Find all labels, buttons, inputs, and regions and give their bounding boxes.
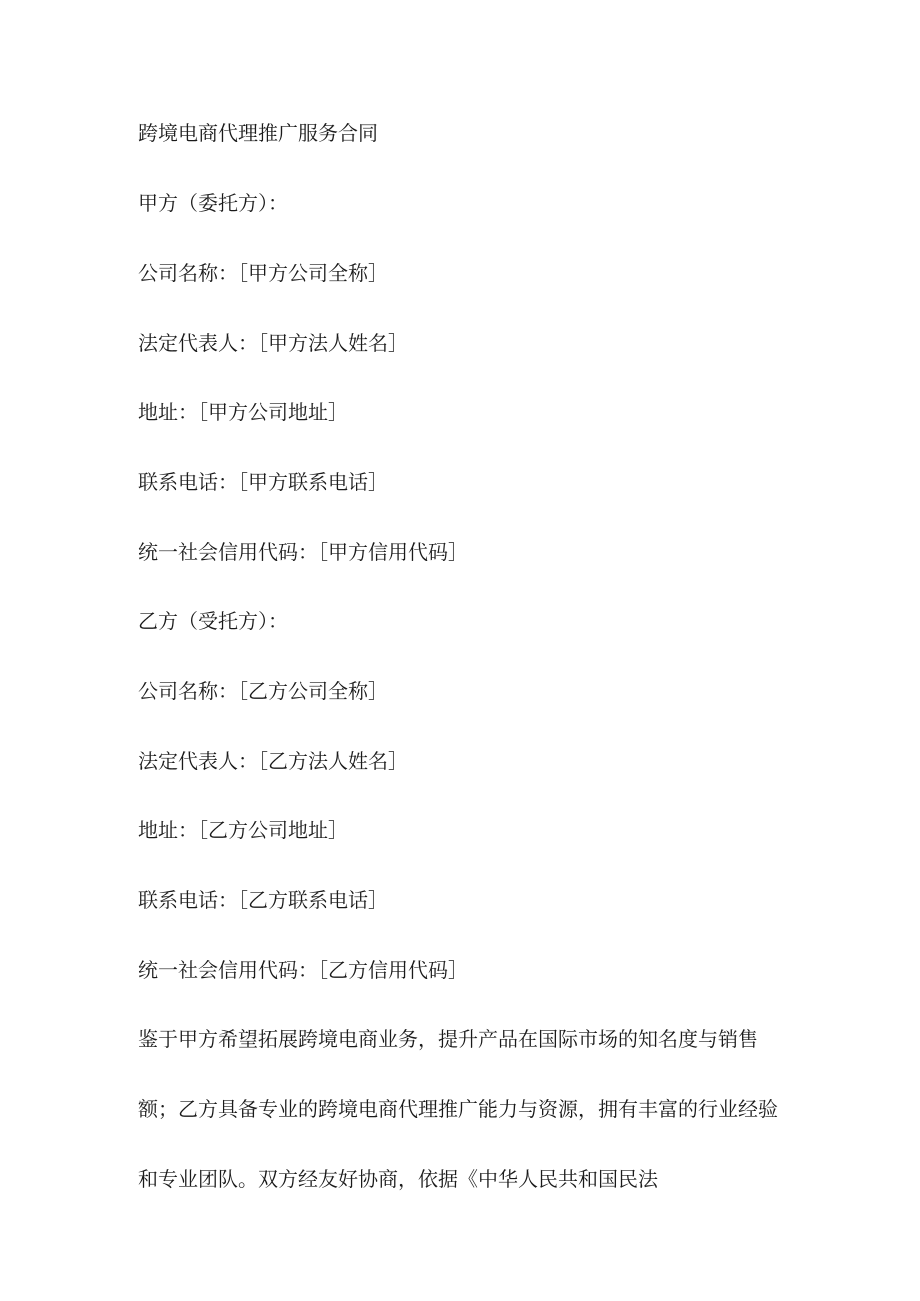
document-title: 跨境电商代理推广服务合同 [138,121,378,145]
party-b-phone: 联系电话：［乙方联系电话］ [138,888,388,912]
party-b-heading: 乙方（受托方）： [138,609,288,633]
party-a-legal-rep: 法定代表人：［甲方法人姓名］ [138,331,408,355]
party-a-company-name: 公司名称：［甲方公司全称］ [138,261,388,285]
preamble-paragraph [138,1025,798,1235]
party-b-credit-code: 统一社会信用代码：［乙方信用代码］ [138,958,468,982]
party-b-legal-rep: 法定代表人：［乙方法人姓名］ [138,749,408,773]
party-a-credit-code: 统一社会信用代码：［甲方信用代码］ [138,540,468,564]
party-a-address: 地址：［甲方公司地址］ [138,400,348,424]
party-a-heading: 甲方（委托方）： [138,191,288,215]
preamble-line: 额；乙方具备专业的跨境电商代理推广能力与资源，拥有丰富的行业经验 [138,1097,778,1121]
party-b-company-name: 公司名称：［乙方公司全称］ [138,679,388,703]
party-a-phone: 联系电话：［甲方联系电话］ [138,470,388,494]
preamble-line: 和专业团队。双方经友好协商，依据《中华人民共和国民法 [138,1167,658,1191]
party-b-address: 地址：［乙方公司地址］ [138,818,348,842]
preamble-line: 鉴于甲方希望拓展跨境电商业务，提升产品在国际市场的知名度与销售 [138,1027,758,1051]
